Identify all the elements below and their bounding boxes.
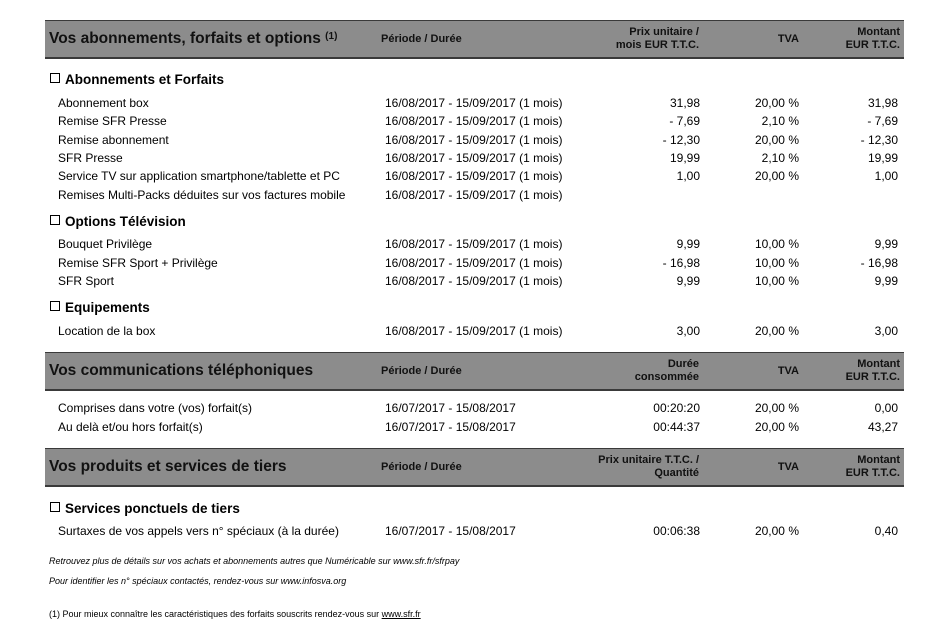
table-row: Abonnement box 16/08/2017 - 15/09/2017 (1 mois) 31,98 20,00 % 31,98: [58, 96, 898, 110]
table-row: Remises Multi-Packs déduites sur vos factures mobile 16/08/2017 - 15/09/2017 (1 mois): [58, 188, 563, 202]
section-header-communications: [45, 352, 904, 391]
col-tva-header: TVA: [777, 365, 799, 377]
col-montant-header: Montant EUR T.T.C.: [845, 26, 900, 51]
note-details: Retrouvez plus de détails sur vos achats et abonnements autres que Numéricable sur www.sfr.fr/sfrpay: [49, 556, 460, 566]
group-title-services-tiers: Services ponctuels de tiers: [50, 501, 240, 516]
checkbox-square-icon: [50, 502, 60, 512]
col-prix-header: Prix unitaire / mois EUR T.T.C.: [615, 26, 699, 51]
checkbox-square-icon: [50, 301, 60, 311]
table-row: Au delà et/ou hors forfait(s) 16/07/2017 - 15/08/2017 00:44:37 20,00 % 43,27: [58, 420, 898, 434]
table-row: Remise SFR Presse 16/08/2017 - 15/09/2017 (1 mois) - 7,69 2,10 % - 7,69: [58, 114, 898, 128]
col-periode-header: Période / Durée: [381, 33, 462, 45]
section-title: Vos abonnements, forfaits et options $^{(1)}$: [49, 30, 338, 47]
checkbox-square-icon: [50, 215, 60, 225]
col-periode-header: Période / Durée: [381, 461, 462, 473]
table-row: Service TV sur application smartphone/tablette et PC 16/08/2017 - 15/09/2017 (1 mois) 1,00 20,00 % 1,00: [58, 169, 898, 183]
table-row: Comprises dans votre (vos) forfait(s) 16/07/2017 - 15/08/2017 00:20:20 20,00 % 0,00: [58, 401, 898, 415]
section-header-tiers: [45, 448, 904, 487]
section-title: Vos produits et services de tiers: [49, 458, 287, 475]
group-title-equipements: Equipements: [50, 300, 150, 315]
col-montant-header: Montant EUR T.T.C.: [845, 358, 900, 383]
table-row: Remise abonnement 16/08/2017 - 15/09/2017 (1 mois) - 12,30 20,00 % - 12,30: [58, 133, 898, 147]
sfr-link[interactable]: www.sfr.fr: [381, 609, 421, 619]
section-title: Vos communications téléphoniques: [49, 362, 314, 379]
col-tva-header: TVA: [777, 461, 799, 473]
group-title-options-television: Options Télévision: [50, 214, 186, 229]
col-duree-header: Durée consommée: [634, 358, 699, 383]
section-header-abonnements: [45, 20, 904, 59]
footnote: (1) Pour mieux connaître les caractéristiques des forfaits souscrits rendez-vous sur www.sfr.fr: [49, 609, 421, 619]
table-row: SFR Presse 16/08/2017 - 15/09/2017 (1 mois) 19,99 2,10 % 19,99: [58, 151, 898, 165]
col-tva-header: TVA: [777, 33, 799, 45]
footnote-ref: (1): [325, 31, 338, 42]
col-montant-header: Montant EUR T.T.C.: [845, 454, 900, 479]
table-row: Bouquet Privilège 16/08/2017 - 15/09/2017 (1 mois) 9,99 10,00 % 9,99: [58, 237, 898, 251]
col-prix-header: Prix unitaire T.T.C. / Quantité: [598, 454, 699, 479]
group-title-abonnements: Abonnements et Forfaits: [50, 72, 224, 87]
note-numeros-speciaux: Pour identifier les n° spéciaux contactés, rendez-vous sur www.infosva.org: [49, 576, 347, 586]
table-row: Surtaxes de vos appels vers n° spéciaux (à la durée) 16/07/2017 - 15/08/2017 00:06:38 20,00 % 0,40: [58, 524, 898, 538]
table-row: Remise SFR Sport + Privilège 16/08/2017 - 15/09/2017 (1 mois) - 16,98 10,00 % - 16,98: [58, 256, 898, 270]
table-row: Location de la box 16/08/2017 - 15/09/2017 (1 mois) 3,00 20,00 % 3,00: [58, 324, 898, 338]
col-periode-header: Période / Durée: [381, 365, 462, 377]
table-row: SFR Sport 16/08/2017 - 15/09/2017 (1 mois) 9,99 10,00 % 9,99: [58, 274, 898, 288]
checkbox-square-icon: [50, 73, 60, 83]
